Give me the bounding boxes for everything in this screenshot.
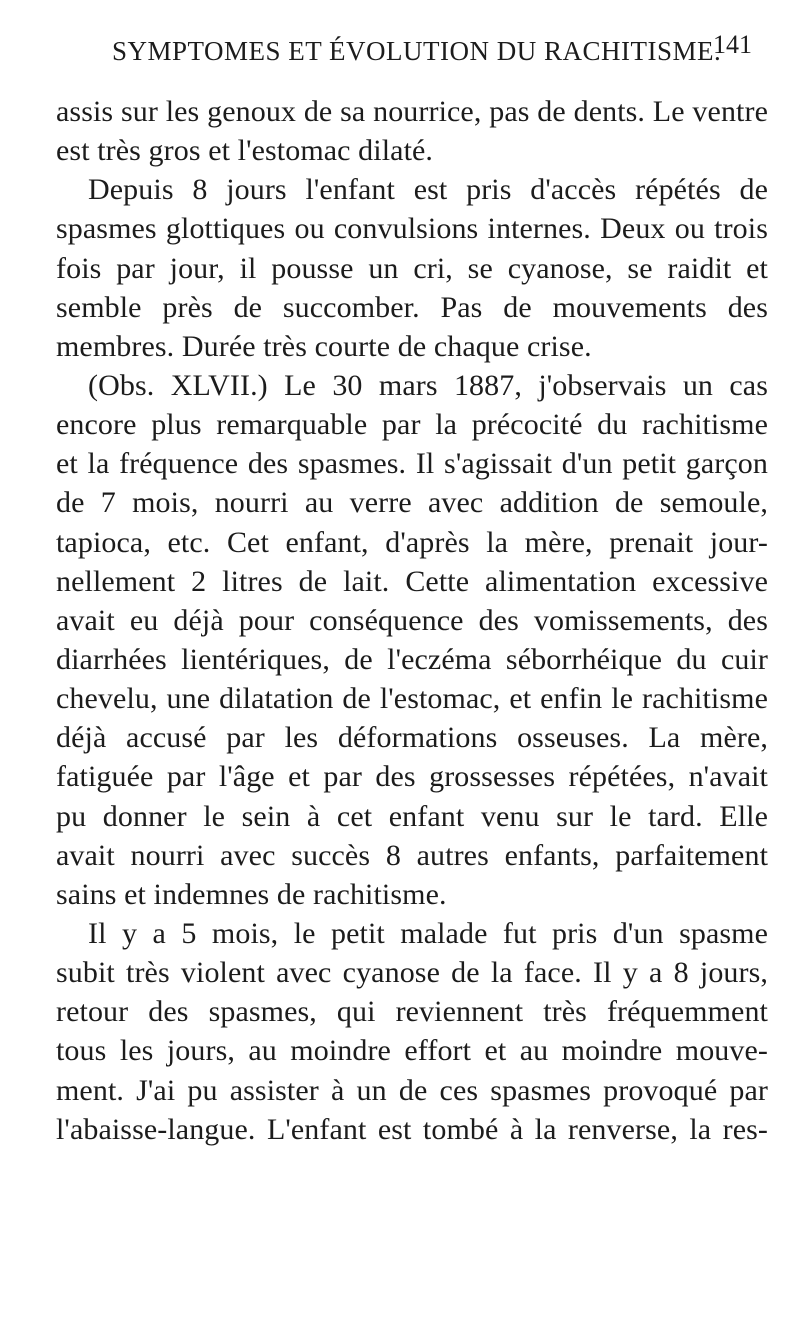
text-line: ment. J'ai pu assister à un de ces spasmes provoqué par: [56, 1073, 768, 1107]
page-number: 141: [713, 30, 752, 59]
text-line: membres. Durée très courte de chaque crise.: [56, 329, 592, 363]
text-line: Il y a 5 mois, le petit malade fut pris d'un spasme: [88, 916, 768, 950]
text-line: sains et indemnes de rachitisme.: [56, 877, 447, 911]
page-header: [112, 30, 752, 80]
running-title: SYMPTOMES ET ÉVOLUTION DU RACHITISME.: [112, 36, 722, 66]
text-line: Depuis 8 jours l'enfant est pris d'accès répétés de: [88, 173, 768, 207]
text-line: déjà accusé par les déformations osseuses. La mère,: [56, 721, 768, 755]
text-line: avait eu déjà pour conséquence des vomissements, des: [56, 603, 768, 637]
text-line: est très gros et l'estomac dilaté.: [56, 134, 434, 168]
text-line: fatiguée par l'âge et par des grossesses répétées, n'avait: [56, 760, 768, 794]
text-line: et la fréquence des spasmes. Il s'agissait d'un petit garçon: [56, 447, 768, 481]
text-line: chevelu, une dilatation de l'estomac, et enfin le rachitisme: [56, 682, 768, 716]
text-line: retour des spasmes, qui reviennent très fréquemment: [56, 995, 768, 1029]
text-line: semble près de succomber. Pas de mouvements des: [56, 290, 768, 324]
text-line: assis sur les genoux de sa nourrice, pas de dents. Le ventre: [56, 95, 768, 128]
text-line: fois par jour, il pousse un cri, se cyanose, se raidit et: [56, 251, 768, 285]
text-line: de 7 mois, nourri au verre avec addition de semoule,: [56, 486, 768, 520]
text-line: subit très violent avec cyanose de la face. Il y a 8 jours,: [56, 956, 768, 990]
text-line: pu donner le sein à cet enfant venu sur le tard. Elle: [56, 799, 768, 833]
text-line: tapioca, etc. Cet enfant, d'après la mère, prenait jour-: [56, 525, 768, 559]
text-line: l'abaisse-langue. L'enfant est tombé à la renverse, la res-: [56, 1112, 768, 1146]
text-line: spasmes glottiques ou convulsions internes. Deux ou trois: [56, 212, 768, 246]
text-line: tous les jours, au moindre effort et au moindre mouve-: [56, 1034, 768, 1068]
text-line: diarrhées lientériques, de l'eczéma séborrhéique du cuir: [56, 642, 768, 676]
text-line: (Obs. XLVII.) Le 30 mars 1887, j'observais un cas: [88, 368, 768, 402]
text-line: nellement 2 litres de lait. Cette alimentation excessive: [56, 564, 768, 598]
text-line: avait nourri avec succès 8 autres enfants, parfaitement: [56, 838, 768, 872]
text-line: encore plus remarquable par la précocité du rachitisme: [56, 408, 768, 442]
body-text: [56, 92, 768, 1149]
